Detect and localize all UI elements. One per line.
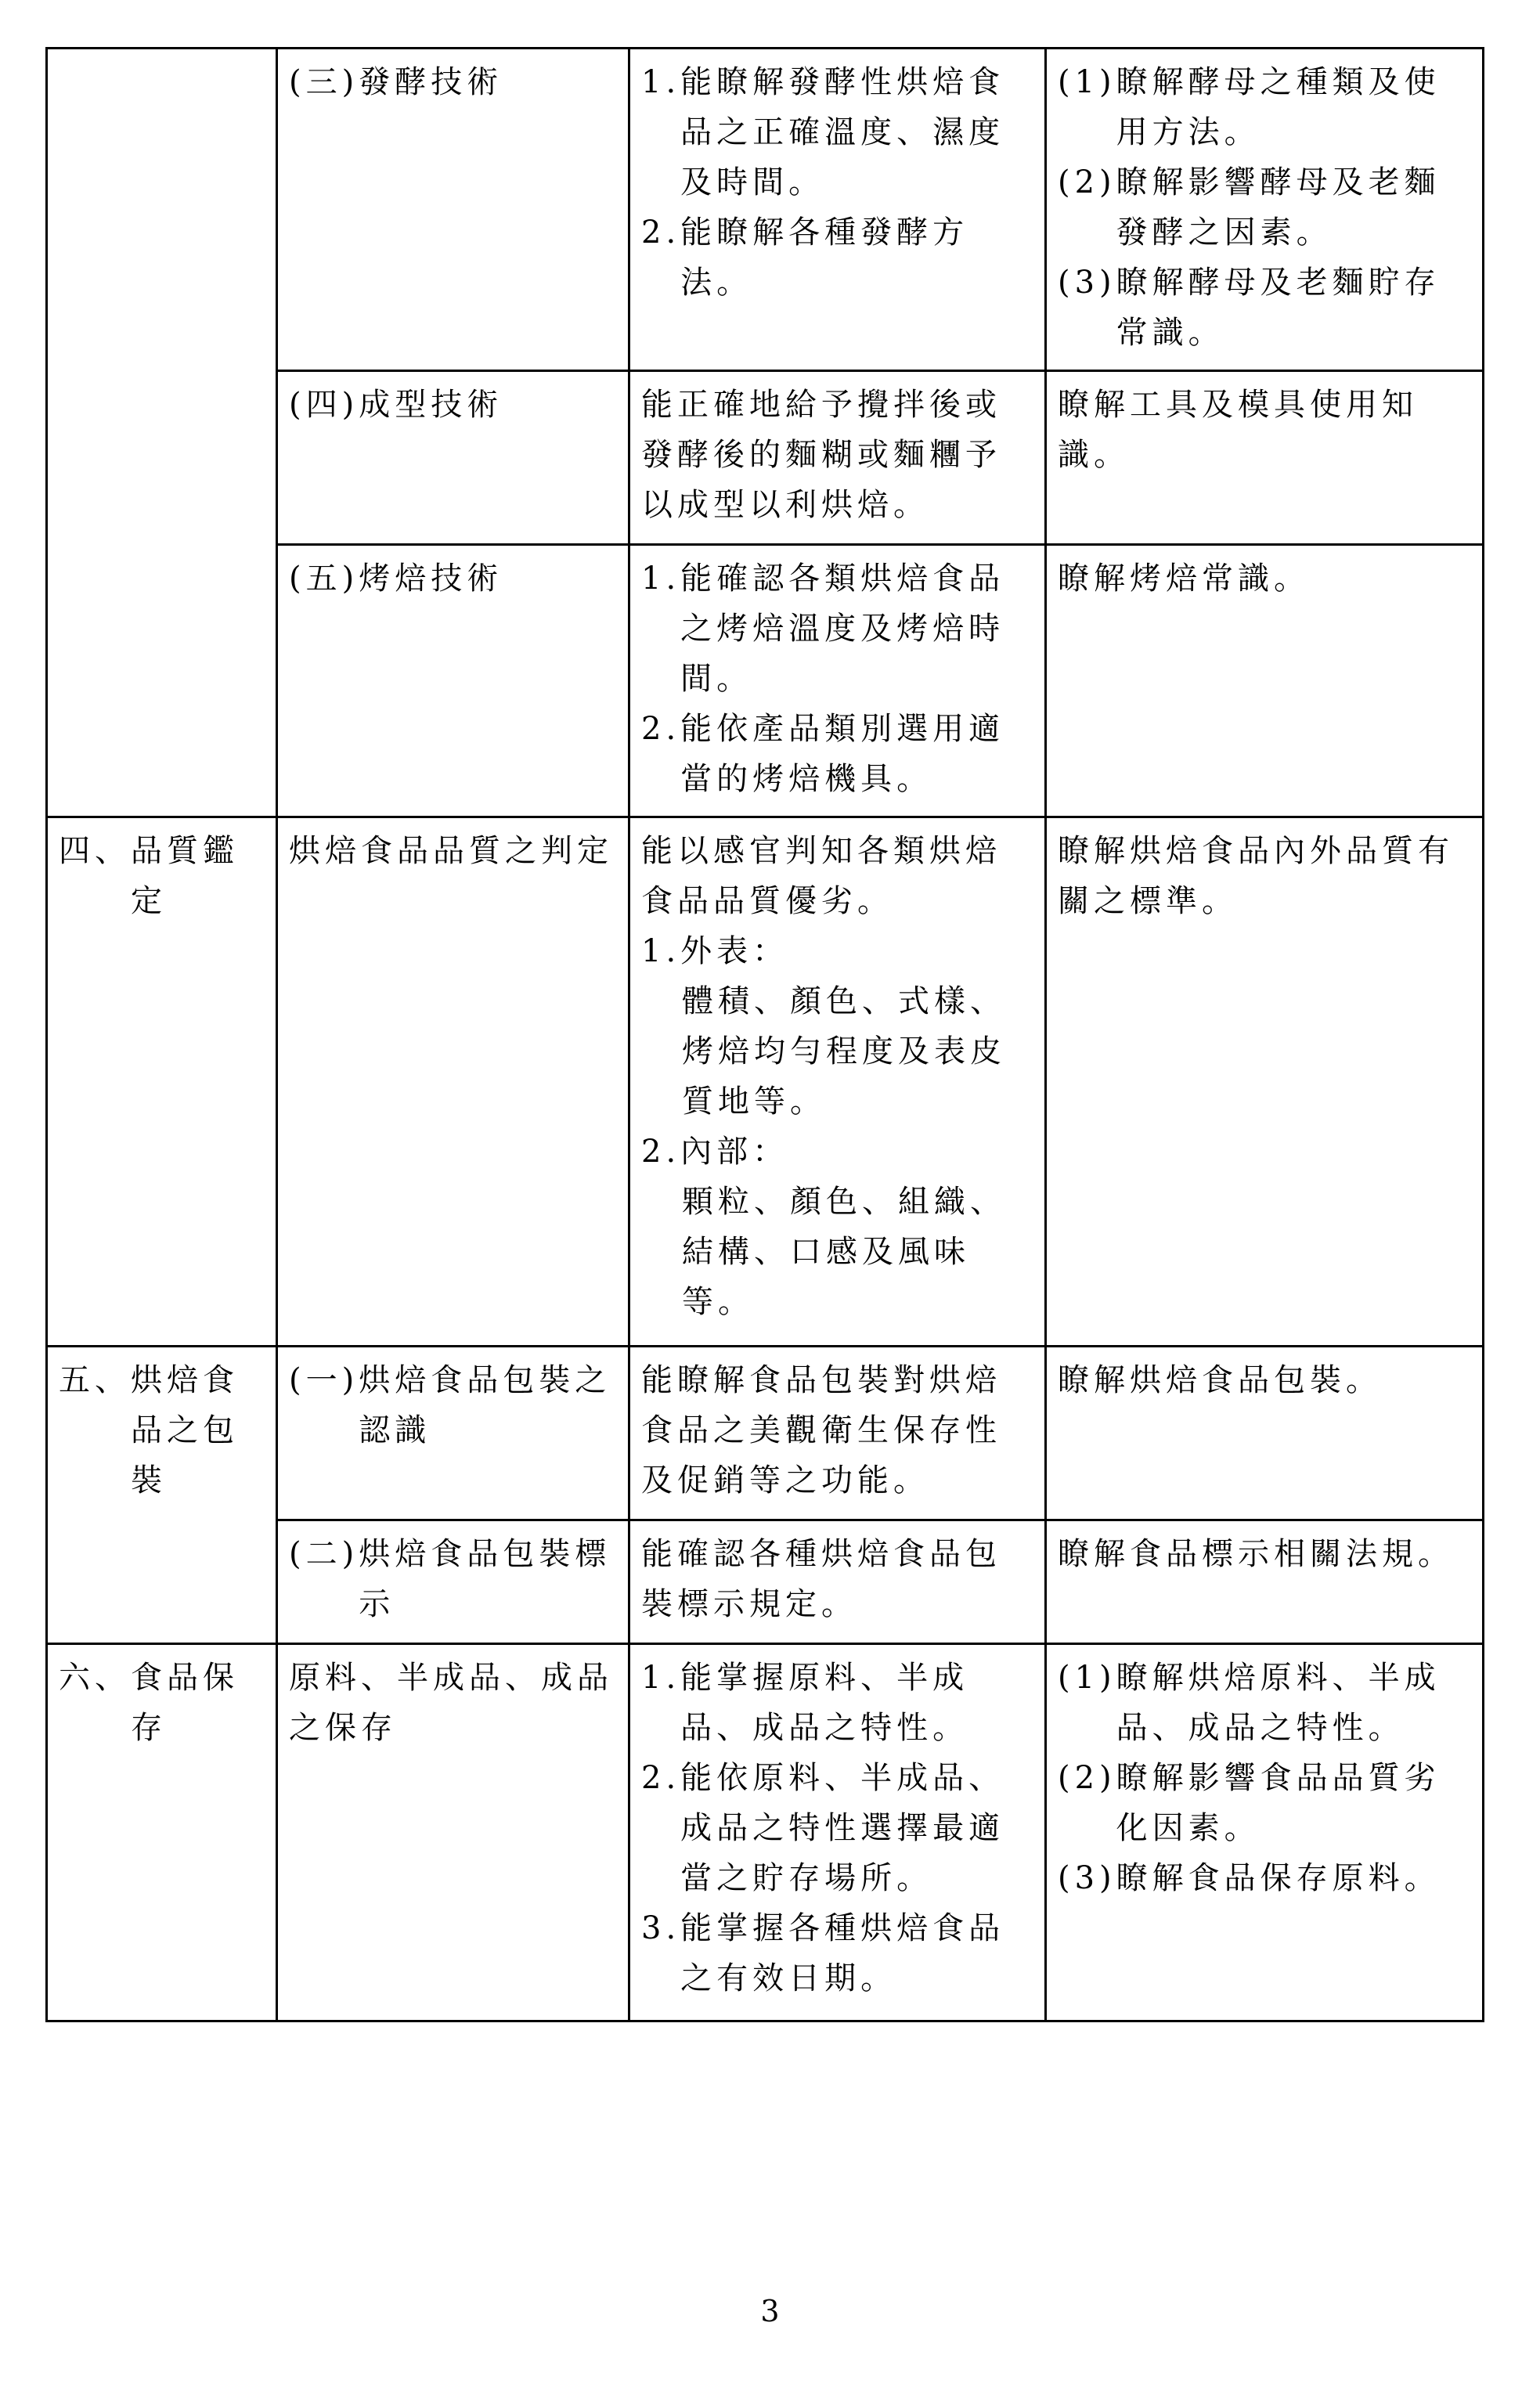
- category-cell: 六、 食品保存: [47, 1644, 277, 2021]
- list-item: (3) 瞭解酵母及老麵貯存常識。: [1058, 265, 1441, 351]
- topic-cell: (五)烤焙技術: [277, 545, 629, 817]
- list-item: (1) 瞭解烘焙原料、半成品、成品之特性。: [1058, 1660, 1441, 1746]
- list-item-detail: 體積、顏色、式樣、烤焙均勻程度及表皮質地等。: [682, 983, 1006, 1120]
- skills-table: [45, 47, 1484, 2022]
- category-cell: 五、 烘焙食品之包裝: [47, 1347, 277, 1644]
- list-item: 1. 能瞭解發酵性烘焙食品之正確溫度、濕度及時間。: [641, 64, 1005, 200]
- skills-cell: 能瞭解食品包裝對烘焙食品之美觀衛生保存性及促銷等之功能。: [629, 1347, 1046, 1520]
- topic-cell: (四)成型技術: [277, 371, 629, 545]
- list-item: 3. 能掌握各種烘焙食品之有效日期。: [641, 1910, 1005, 1996]
- topic-cell: (一) 烘焙食品包裝之認識: [277, 1347, 629, 1520]
- list-item: 2. 能依產品類別選用適當的烤焙機具。: [641, 711, 1005, 797]
- skills-cell: 能正確地給予攪拌後或發酵後的麵糊或麵糰予以成型以利烘焙。: [629, 371, 1046, 545]
- list-item: (2) 瞭解影響食品品質劣化因素。: [1058, 1760, 1441, 1846]
- list-item: 1. 能確認各類烘焙食品之烤焙溫度及烤焙時間。: [641, 561, 1005, 697]
- category-cell-continued: [47, 49, 277, 817]
- topic-cell: 原料、半成品、成品之保存: [277, 1644, 629, 2021]
- topic-cell: 烘焙食品品質之判定: [277, 817, 629, 1347]
- topic-cell: (二) 烘焙食品包裝標示: [277, 1520, 629, 1644]
- skills-cell: 能以感官判知各類烘焙食品品質優劣。 1. 外表： 體積、顏色、式樣、烤焙均勻程度及表皮質地等。 2. 內部： 顆粒、顏色、組織、結構、口感及風味等。: [629, 817, 1046, 1347]
- table-row: [47, 1644, 1484, 2021]
- table-row: [47, 1347, 1484, 1520]
- list-item: (1) 瞭解酵母之種類及使用方法。: [1058, 64, 1441, 150]
- list-item: 2. 內部：: [641, 1134, 789, 1170]
- skills-cell: [629, 1644, 1046, 2021]
- list-item: 2. 能瞭解各種發酵方法。: [641, 215, 969, 301]
- page-number: 3: [760, 2294, 780, 2328]
- knowledge-cell: 瞭解烘焙食品內外品質有關之標準。: [1046, 817, 1484, 1347]
- category-cell: 四、 品質鑑定: [47, 817, 277, 1347]
- list-item: (3) 瞭解食品保存原料。: [1058, 1860, 1441, 1896]
- list-item: 1. 能掌握原料、半成品、成品之特性。: [641, 1660, 969, 1746]
- knowledge-cell: 瞭解烤焙常識。: [1046, 545, 1484, 817]
- topic-cell: (三)發酵技術: [277, 49, 629, 371]
- list-item: (2) 瞭解影響酵母及老麵發酵之因素。: [1058, 164, 1441, 251]
- knowledge-cell: [1046, 1644, 1484, 2021]
- table-row: [47, 817, 1484, 1347]
- list-item: 1. 外表：: [641, 933, 789, 969]
- skills-cell: 能確認各種烘焙食品包裝標示規定。: [629, 1520, 1046, 1644]
- table-row: [47, 49, 1484, 371]
- knowledge-cell: 瞭解烘焙食品包裝。: [1046, 1347, 1484, 1520]
- knowledge-cell: 瞭解食品標示相關法規。: [1046, 1520, 1484, 1644]
- knowledge-cell: 瞭解工具及模具使用知識。: [1046, 371, 1484, 545]
- skills-cell: [629, 49, 1046, 371]
- list-item: 2. 能依原料、半成品、成品之特性選擇最適當之貯存場所。: [641, 1760, 1005, 1896]
- skills-cell: [629, 545, 1046, 817]
- list-item-detail: 顆粒、顏色、組織、結構、口感及風味等。: [682, 1184, 1006, 1320]
- knowledge-cell: [1046, 49, 1484, 371]
